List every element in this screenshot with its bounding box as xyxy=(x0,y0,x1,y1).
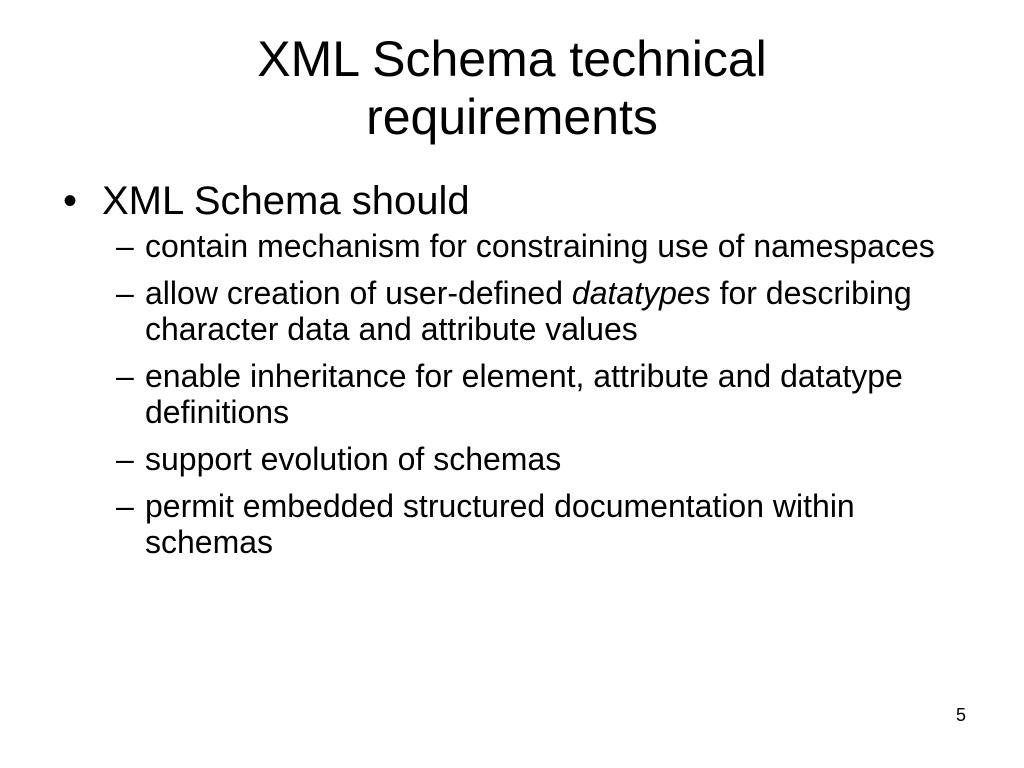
sub-item-text: permit embedded structured documentation within schemas xyxy=(145,488,855,560)
sub-item-documentation xyxy=(116,488,976,560)
bullet-item xyxy=(56,176,976,226)
sub-item-namespaces xyxy=(116,228,976,264)
dash-icon: – xyxy=(116,441,134,477)
bullet-icon: • xyxy=(62,179,77,223)
page-number: 5 xyxy=(955,705,966,725)
sub-item-inheritance xyxy=(116,358,976,430)
dash-icon: – xyxy=(116,228,134,264)
title-line-1: XML Schema technical xyxy=(257,31,767,87)
dash-icon: – xyxy=(116,358,134,394)
slide-title xyxy=(0,30,1024,146)
slide-body xyxy=(56,176,976,571)
sub-item-text: enable inheritance for element, attribute and datatype definitions xyxy=(145,358,903,430)
dash-icon: – xyxy=(116,275,134,311)
sub-item-text-start: allow creation of user-defined xyxy=(145,275,572,311)
sub-item-text-end: for describing character data and attribute values xyxy=(145,275,912,347)
sub-item-datatypes xyxy=(116,275,976,347)
sub-item-text: support evolution of schemas xyxy=(145,441,562,477)
sub-item-text: contain mechanism for constraining use of namespaces xyxy=(145,228,935,264)
sub-list xyxy=(56,228,976,560)
sub-item-evolution xyxy=(116,441,976,477)
dash-icon: – xyxy=(116,488,134,524)
bullet-text: XML Schema should xyxy=(102,179,470,223)
emphasized-term: datatypes xyxy=(571,275,711,311)
title-line-2: requirements xyxy=(366,89,658,145)
